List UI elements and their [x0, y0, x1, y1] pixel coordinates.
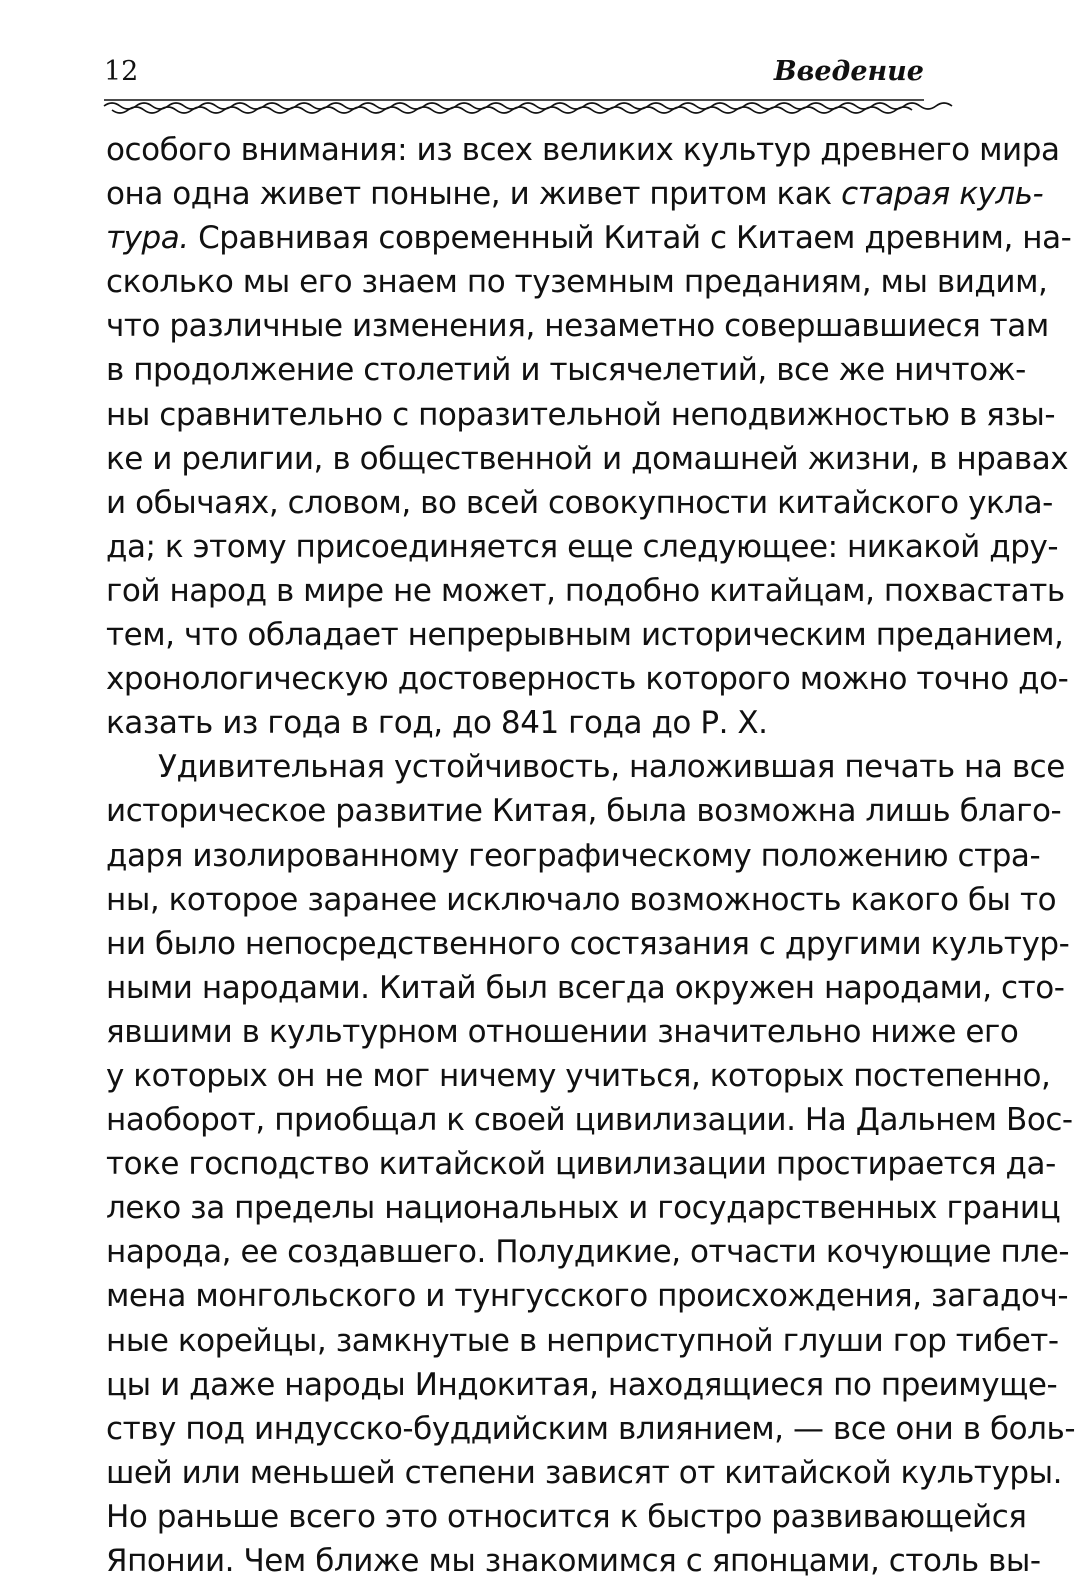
page-number: 12 — [104, 56, 139, 87]
italic-phrase: старая куль- — [841, 176, 1044, 213]
text-line: ные корейцы, замкнутые в неприступной глуши гор тибет- — [106, 1322, 1059, 1359]
text-line: Японии. Чем ближе мы знакомимся с японцами, столь вы- — [106, 1543, 1041, 1579]
text-line: сколько мы его знаем по туземным преданиям, мы видим, — [106, 264, 1048, 301]
text-line: да; к этому присоединяется еще следующее: никакой дру- — [106, 528, 1059, 565]
text-line: у которых он не мог ничему учиться, которых постепенно, — [106, 1057, 1051, 1094]
text-line: явшими в культурном отношении значительно ниже его — [106, 1013, 1019, 1050]
text-line: токе господство китайской цивилизации простирается да- — [106, 1146, 1056, 1183]
text-line: ными народами. Китай был всегда окружен народами, сто- — [106, 969, 1065, 1006]
text-line: особого внимания: из всех великих культур древнего мира — [106, 132, 1060, 168]
text-line: мена монгольского и тунгусского происхождения, загадоч- — [106, 1278, 1069, 1315]
text-line: Но раньше всего это относится к быстро развивающейся — [106, 1498, 1027, 1535]
text-line: народа, ее создавшего. Полудикие, отчасти кочующие пле- — [106, 1234, 1070, 1271]
text-line: она одна живет поныне, и живет притом как старая куль- — [106, 176, 1044, 213]
text-line: леко за пределы национальных и государственных границ — [106, 1190, 1061, 1227]
body-text — [106, 128, 1075, 1583]
text-line: и обычаях, словом, во всей совокупности китайского укла- — [106, 484, 1053, 521]
text-line: казать из года в год, до 841 года до Р. Х. — [106, 705, 768, 742]
text-line: в продолжение столетий и тысячелетий, все же ничтож- — [106, 352, 1026, 389]
page-header — [104, 52, 924, 92]
text-line: ны, которое заранее исключало возможность какого бы то — [106, 881, 1057, 918]
text-line: что различные изменения, незаметно совершавшиеся там — [106, 308, 1049, 345]
text-line: Удивительная устойчивость, наложившая печать на все — [158, 749, 1065, 786]
text-line: тем, что обладает непрерывным историческим преданием, — [106, 617, 1064, 654]
text-line: даря изолированному географическому положению стра- — [106, 837, 1041, 874]
text-line: шей или меньшей степени зависят от китайской культуры. — [106, 1454, 1063, 1491]
running-head: Введение — [773, 56, 924, 87]
paragraph-2 — [106, 745, 1075, 1583]
text-line: цы и даже народы Индокитая, находящиеся по преимуще- — [106, 1366, 1058, 1403]
text-line: ке и религии, в общественной и домашней жизни, в нравах — [106, 440, 1069, 477]
text-line: хронологическую достоверность которого можно точно до- — [106, 661, 1069, 698]
text-line: ству под индусско-буддийским влиянием, — все они в боль- — [106, 1410, 1075, 1447]
text-line: наоборот, приобщал к своей цивилизации. На Дальнем Вос- — [106, 1102, 1073, 1139]
paragraph-1 — [106, 128, 1072, 745]
wavy-line — [104, 103, 952, 109]
italic-phrase: тура. — [106, 220, 189, 257]
text-line: ни было непосредственного состязания с другими культур- — [106, 925, 1070, 962]
text-line: тура. Сравнивая современный Китай с Китаем древним, на- — [106, 220, 1072, 257]
text-line: гой народ в мире не может, подобно китайцам, похвастать — [106, 572, 1065, 609]
wavy-rule-ornament — [104, 98, 924, 118]
text-line: ны сравнительно с поразительной неподвижностью в язы- — [106, 396, 1056, 433]
text-line: историческое развитие Китая, была возможна лишь благо- — [106, 793, 1062, 830]
wavy-line — [112, 107, 912, 113]
